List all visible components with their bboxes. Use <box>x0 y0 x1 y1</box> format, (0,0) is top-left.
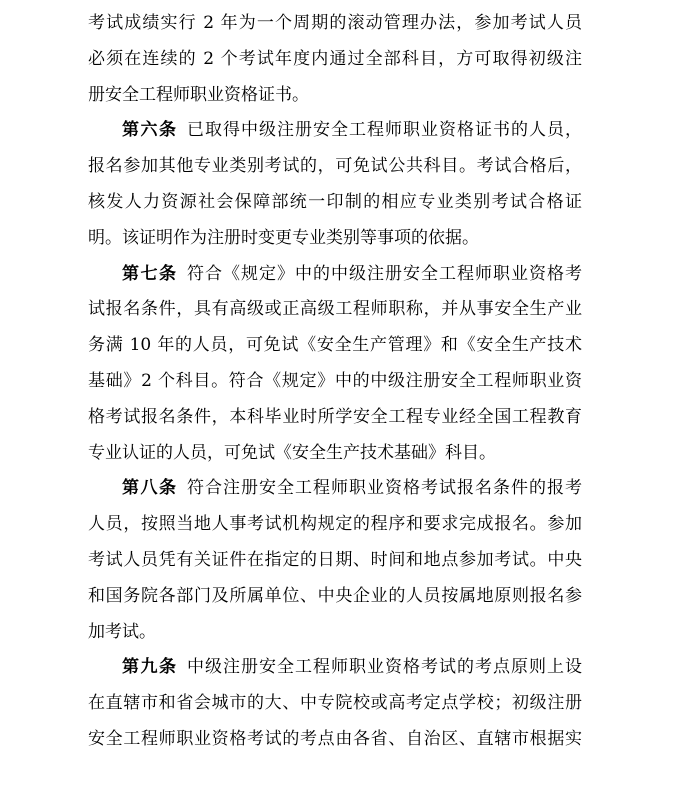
text-line <box>88 650 582 686</box>
text-line: 试报名条件，具有高级或正高级工程师职称，并从事安全生产业 <box>88 299 582 320</box>
document-page <box>88 6 582 758</box>
article-number: 第八条 <box>122 478 178 499</box>
text-line: 必须在连续的 2 个考试年度内通过全部科目，方可取得初级注 <box>88 48 582 69</box>
text-line: 人员，按照当地人事考试机构规定的程序和要求完成报名。参加 <box>88 514 582 535</box>
text-line: 安全工程师职业资格考试的考点由各省、自治区、直辖市根据实 <box>88 728 582 749</box>
text-line: 考试成绩实行 2 年为一个周期的滚动管理办法，参加考试人员 <box>88 13 582 33</box>
text-line <box>88 257 582 293</box>
text-line: 加考试。 <box>88 621 156 642</box>
paragraph-article-8 <box>88 471 582 650</box>
text-segment: 中级注册安全工程师职业资格考试的考点原则上设 <box>186 657 582 678</box>
text-line: 格考试报名条件，本科毕业时所学安全工程专业经全国工程教育 <box>88 406 582 427</box>
text-line <box>88 471 582 507</box>
text-segment: 已取得中级注册安全工程师职业资格证书的人员， <box>186 120 582 141</box>
paragraph <box>88 6 582 113</box>
text-line: 报名参加其他专业类别考试的，可免试公共科目。考试合格后， <box>88 156 582 177</box>
text-segment: 符合《规定》中的中级注册安全工程师职业资格考 <box>186 263 582 284</box>
paragraph-article-9 <box>88 650 582 757</box>
article-number: 第六条 <box>122 120 178 141</box>
text-line: 专业认证的人员，可免试《安全生产技术基础》科目。 <box>88 442 496 463</box>
text-line: 和国务院各部门及所属单位、中央企业的人员按属地原则报名参 <box>88 585 582 606</box>
text-line: 务满 10 年的人员，可免试《安全生产管理》和《安全生产技术 <box>88 335 582 356</box>
text-line: 在直辖市和省会城市的大、中专院校或高考定点学校；初级注册 <box>88 693 582 714</box>
paragraph-article-6 <box>88 113 582 256</box>
text-line: 基础》2 个科目。符合《规定》中的中级注册安全工程师职业资 <box>88 370 582 391</box>
text-line: 考试人员凭有关证件在指定的日期、时间和地点参加考试。中央 <box>88 549 582 570</box>
text-line <box>88 113 582 149</box>
text-segment: 符合注册安全工程师职业资格考试报名条件的报考 <box>186 478 582 499</box>
text-line: 明。该证明作为注册时变更专业类别等事项的依据。 <box>88 227 479 248</box>
paragraph-article-7 <box>88 257 582 472</box>
text-line: 核发人力资源社会保障部统一印制的相应专业类别考试合格证 <box>88 191 582 212</box>
article-number: 第九条 <box>122 657 178 678</box>
text-line: 册安全工程师职业资格证书。 <box>88 84 309 105</box>
article-number: 第七条 <box>122 263 178 284</box>
